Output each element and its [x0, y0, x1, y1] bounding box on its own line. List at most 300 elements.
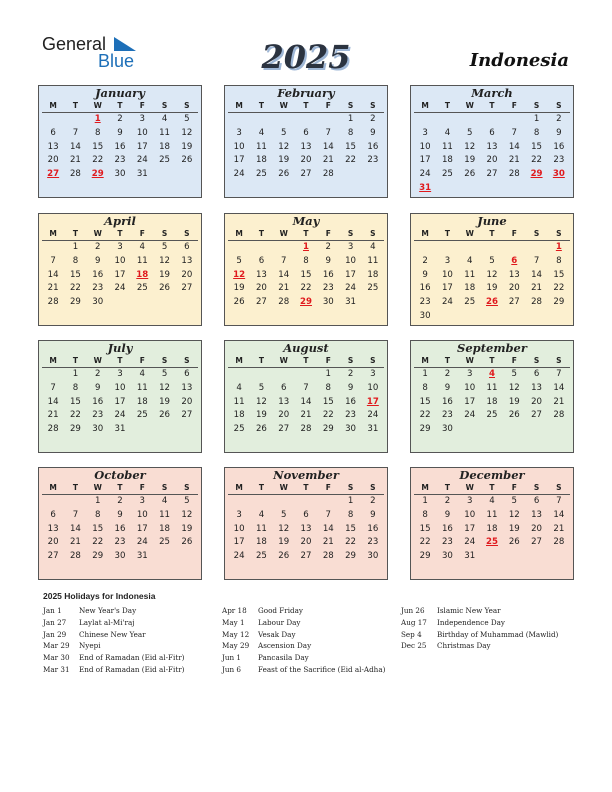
- empty-day-cell: [42, 113, 64, 127]
- day-cell: 7: [50, 255, 56, 266]
- day-cell: 19: [508, 396, 520, 407]
- empty-day-cell: [250, 241, 272, 255]
- day-cell: 1: [347, 114, 354, 124]
- weekday-header: T: [295, 355, 317, 368]
- day-cell: 20: [181, 269, 193, 280]
- day-cell: 15: [69, 269, 81, 280]
- day-cell: 14: [322, 523, 334, 534]
- holiday-entry: [222, 629, 385, 641]
- empty-day-cell: [273, 241, 295, 255]
- weekday-header: S: [176, 482, 198, 495]
- month-day-grid: [39, 228, 201, 310]
- empty-day-cell: [42, 368, 64, 382]
- weekday-header: S: [548, 482, 570, 495]
- day-cell: 10: [441, 269, 453, 280]
- holiday-column: [43, 605, 184, 676]
- day-cell: 9: [94, 255, 101, 266]
- day-cell: 25: [159, 155, 171, 166]
- day-cell: 18: [486, 396, 498, 407]
- day-cell: 4: [489, 496, 495, 506]
- holiday-name: New Year's Day: [79, 606, 137, 615]
- empty-day-cell: [503, 113, 525, 127]
- weekday-header: S: [525, 482, 547, 495]
- day-cell: 24: [367, 410, 379, 421]
- day-cell: 3: [444, 255, 451, 266]
- day-cell: 21: [553, 523, 565, 534]
- day-cell: 27: [47, 551, 59, 562]
- day-cell: 17: [114, 269, 126, 280]
- day-cell: 9: [347, 382, 354, 393]
- holiday-date: Mar 31: [43, 664, 70, 674]
- day-cell: 22: [92, 537, 104, 548]
- weekday-header: W: [273, 355, 295, 368]
- day-cell: 12: [278, 523, 290, 534]
- day-cell: 18: [159, 141, 171, 152]
- day-cell: 9: [117, 509, 123, 520]
- month-day-grid: [225, 100, 387, 182]
- empty-day-cell: [525, 241, 547, 255]
- day-cell: 25: [255, 169, 267, 180]
- holiday-entry: [401, 605, 558, 617]
- day-cell: 25: [255, 551, 267, 562]
- weekday-header: M: [42, 100, 64, 113]
- weekday-header: S: [339, 355, 361, 368]
- day-cell: 11: [486, 509, 498, 520]
- day-cell: 23: [441, 537, 453, 548]
- day-cell: 17: [233, 537, 245, 548]
- day-cell: 10: [233, 141, 245, 152]
- holiday-day-cell: 4: [489, 369, 495, 379]
- day-cell: 25: [233, 424, 245, 435]
- day-cell: 7: [50, 382, 56, 393]
- day-cell: 4: [161, 114, 168, 124]
- day-cell: 15: [419, 396, 431, 407]
- day-cell: 26: [278, 551, 290, 562]
- weekday-header: T: [64, 482, 86, 495]
- day-cell: 5: [161, 242, 168, 252]
- day-cell: 5: [280, 509, 287, 520]
- day-cell: 22: [345, 155, 357, 166]
- month-january: [38, 85, 202, 198]
- day-cell: 9: [325, 255, 332, 266]
- day-cell: 4: [236, 382, 242, 393]
- day-cell: 30: [92, 297, 104, 308]
- weekday-header: W: [273, 228, 295, 241]
- day-cell: 10: [419, 141, 431, 152]
- weekday-header: T: [481, 355, 503, 368]
- day-cell: 24: [345, 283, 357, 294]
- weekday-header: M: [42, 228, 64, 241]
- day-cell: 10: [136, 127, 148, 138]
- day-cell: 16: [92, 269, 104, 280]
- day-cell: 1: [347, 496, 354, 506]
- day-cell: 8: [422, 509, 428, 520]
- day-cell: 8: [325, 382, 332, 393]
- day-cell: 28: [553, 537, 565, 548]
- weekday-header: F: [131, 355, 153, 368]
- day-cell: 6: [50, 509, 56, 520]
- day-cell: 27: [531, 537, 543, 548]
- day-cell: 19: [233, 283, 245, 294]
- day-cell: 26: [159, 283, 171, 294]
- weekday-header: T: [481, 100, 503, 113]
- day-cell: 18: [367, 269, 379, 280]
- weekday-header: T: [295, 228, 317, 241]
- day-cell: 13: [255, 269, 267, 280]
- holiday-name: Islamic New Year: [437, 606, 501, 615]
- day-cell: 13: [300, 141, 312, 152]
- day-cell: 26: [278, 169, 290, 180]
- day-cell: 17: [419, 155, 431, 166]
- day-cell: 23: [367, 537, 379, 548]
- day-cell: 26: [255, 424, 267, 435]
- day-cell: 27: [531, 410, 543, 421]
- holiday-day-cell: 29: [530, 169, 543, 180]
- day-cell: 14: [508, 141, 520, 152]
- day-cell: 1: [422, 496, 428, 506]
- day-cell: 14: [531, 269, 543, 280]
- empty-day-cell: [273, 368, 295, 382]
- day-cell: 30: [114, 551, 126, 562]
- day-cell: 8: [94, 127, 101, 138]
- month-day-grid: [411, 482, 573, 564]
- month-may: [224, 213, 388, 326]
- day-cell: 25: [136, 410, 148, 421]
- empty-day-cell: [503, 241, 525, 255]
- day-cell: 13: [531, 382, 543, 393]
- day-cell: 2: [94, 242, 101, 252]
- day-cell: 9: [94, 382, 101, 393]
- weekday-header: W: [459, 355, 481, 368]
- day-cell: 27: [300, 169, 312, 180]
- day-cell: 27: [255, 297, 267, 308]
- day-cell: 21: [531, 283, 543, 294]
- day-cell: 24: [419, 169, 431, 180]
- day-cell: 15: [531, 141, 543, 152]
- day-cell: 15: [345, 523, 357, 534]
- day-cell: 13: [300, 523, 312, 534]
- weekday-header: S: [525, 100, 547, 113]
- day-cell: 25: [367, 283, 379, 294]
- day-cell: 8: [72, 255, 79, 266]
- month-april: [38, 213, 202, 326]
- day-cell: 7: [72, 509, 79, 520]
- day-cell: 24: [233, 169, 245, 180]
- holiday-name: Labour Day: [258, 617, 301, 627]
- day-cell: 2: [94, 369, 101, 379]
- day-cell: 6: [489, 127, 495, 138]
- day-cell: 29: [419, 551, 431, 562]
- holiday-name: Birthday of Muhammad (Mawlid): [437, 629, 559, 639]
- holiday-day-cell: 29: [91, 169, 104, 180]
- empty-day-cell: [228, 368, 250, 382]
- month-name: February: [277, 86, 335, 100]
- day-cell: 14: [47, 396, 59, 407]
- day-cell: 19: [278, 537, 290, 548]
- day-cell: 19: [181, 523, 193, 534]
- day-cell: 26: [508, 410, 520, 421]
- holiday-entry: [222, 617, 385, 629]
- weekday-header: T: [109, 228, 131, 241]
- day-cell: 29: [553, 297, 565, 308]
- day-cell: 30: [345, 424, 357, 435]
- day-cell: 16: [114, 141, 126, 152]
- day-cell: 30: [367, 551, 379, 562]
- day-cell: 3: [370, 369, 376, 379]
- empty-day-cell: [481, 113, 503, 127]
- weekday-header: M: [42, 355, 64, 368]
- day-cell: 16: [367, 141, 379, 152]
- day-cell: 28: [278, 297, 290, 308]
- month-day-grid: [39, 482, 201, 564]
- month-november: [224, 467, 388, 580]
- day-cell: 24: [441, 297, 453, 308]
- day-cell: 4: [444, 127, 451, 138]
- day-cell: 19: [486, 283, 498, 294]
- weekday-header: W: [459, 100, 481, 113]
- weekday-header: M: [228, 100, 250, 113]
- day-cell: 4: [258, 509, 265, 520]
- day-cell: 21: [47, 283, 59, 294]
- day-cell: 28: [69, 169, 81, 180]
- day-cell: 15: [69, 396, 81, 407]
- day-cell: 21: [69, 155, 81, 166]
- day-cell: 22: [322, 410, 334, 421]
- weekday-header: M: [228, 482, 250, 495]
- day-cell: 31: [464, 551, 476, 562]
- day-cell: 5: [236, 255, 242, 266]
- day-cell: 28: [553, 410, 565, 421]
- empty-day-cell: [414, 241, 436, 255]
- holiday-date: Jan 27: [43, 617, 67, 627]
- weekday-header: T: [481, 482, 503, 495]
- day-cell: 22: [531, 155, 543, 166]
- day-cell: 24: [233, 551, 245, 562]
- day-cell: 9: [117, 127, 123, 138]
- weekday-header: T: [436, 482, 458, 495]
- day-cell: 16: [441, 396, 453, 407]
- weekday-header: F: [317, 228, 339, 241]
- day-cell: 25: [441, 169, 453, 180]
- day-cell: 7: [556, 369, 562, 379]
- weekday-header: W: [459, 482, 481, 495]
- empty-day-cell: [481, 241, 503, 255]
- empty-day-cell: [250, 113, 272, 127]
- day-cell: 3: [139, 496, 146, 506]
- holiday-date: Jun 6: [222, 664, 241, 674]
- month-september: [410, 340, 574, 453]
- day-cell: 30: [419, 310, 431, 321]
- holiday-day-cell: 31: [419, 182, 432, 193]
- day-cell: 31: [114, 424, 126, 435]
- day-cell: 5: [466, 127, 473, 138]
- holiday-entry: [43, 652, 184, 664]
- day-cell: 1: [422, 369, 428, 379]
- day-cell: 4: [466, 255, 473, 266]
- day-cell: 10: [136, 509, 148, 520]
- day-cell: 1: [533, 114, 540, 124]
- day-cell: 21: [69, 537, 81, 548]
- day-cell: 13: [181, 382, 193, 393]
- day-cell: 10: [345, 255, 357, 266]
- day-cell: 12: [255, 396, 267, 407]
- day-cell: 15: [92, 523, 104, 534]
- holiday-entry: [43, 664, 184, 676]
- day-cell: 22: [553, 283, 565, 294]
- day-cell: 21: [553, 396, 565, 407]
- day-cell: 11: [441, 141, 453, 152]
- day-cell: 26: [159, 410, 171, 421]
- day-cell: 13: [181, 255, 193, 266]
- day-cell: 28: [322, 169, 334, 180]
- day-cell: 19: [278, 155, 290, 166]
- day-cell: 5: [511, 496, 518, 506]
- day-cell: 25: [464, 297, 476, 308]
- holiday-date: Mar 30: [43, 653, 70, 663]
- day-cell: 22: [419, 410, 431, 421]
- day-cell: 21: [322, 155, 334, 166]
- day-cell: 6: [303, 509, 309, 520]
- day-cell: 20: [300, 537, 312, 548]
- day-cell: 14: [47, 269, 59, 280]
- day-cell: 12: [508, 509, 520, 520]
- day-cell: 13: [531, 509, 543, 520]
- empty-day-cell: [414, 113, 436, 127]
- holiday-date: Jan 1: [43, 606, 62, 615]
- month-day-grid: [411, 100, 573, 196]
- month-name: August: [283, 341, 329, 355]
- day-cell: 26: [464, 169, 476, 180]
- day-cell: 3: [466, 369, 473, 379]
- empty-day-cell: [228, 495, 250, 509]
- day-cell: 16: [419, 283, 431, 294]
- weekday-header: T: [109, 482, 131, 495]
- day-cell: 17: [464, 396, 476, 407]
- day-cell: 26: [233, 297, 245, 308]
- holiday-entry: [222, 640, 385, 652]
- holiday-day-cell: 29: [300, 297, 312, 308]
- day-cell: 30: [441, 551, 453, 562]
- day-cell: 19: [159, 396, 171, 407]
- day-cell: 13: [47, 523, 59, 534]
- day-cell: 28: [508, 169, 520, 180]
- weekday-header: F: [317, 355, 339, 368]
- day-cell: 24: [114, 410, 126, 421]
- day-cell: 9: [444, 382, 451, 393]
- holiday-name: Pancasila Day: [258, 653, 309, 663]
- weekday-header: T: [250, 482, 272, 495]
- holiday-name: Laylat al-Mi'raj: [79, 617, 135, 627]
- day-cell: 1: [72, 242, 79, 252]
- month-october: [38, 467, 202, 580]
- weekday-header: S: [525, 355, 547, 368]
- day-cell: 22: [69, 283, 81, 294]
- weekday-header: S: [153, 100, 175, 113]
- day-cell: 7: [303, 382, 309, 393]
- day-cell: 20: [255, 283, 267, 294]
- day-cell: 4: [139, 242, 146, 252]
- day-cell: 6: [533, 369, 540, 379]
- day-cell: 23: [322, 283, 334, 294]
- day-cell: 23: [92, 283, 104, 294]
- day-cell: 10: [114, 255, 126, 266]
- day-cell: 27: [300, 551, 312, 562]
- holiday-day-cell: 26: [486, 297, 498, 308]
- day-cell: 21: [300, 410, 312, 421]
- holiday-day-cell: 30: [552, 169, 565, 180]
- month-name: June: [477, 214, 507, 228]
- holiday-entry: [401, 629, 558, 641]
- day-cell: 29: [322, 424, 334, 435]
- weekday-header: T: [436, 100, 458, 113]
- empty-day-cell: [250, 368, 272, 382]
- weekday-header: M: [414, 355, 436, 368]
- empty-day-cell: [64, 495, 86, 509]
- day-cell: 11: [159, 509, 171, 520]
- day-cell: 3: [347, 242, 354, 252]
- weekday-header: S: [362, 228, 384, 241]
- day-cell: 12: [159, 255, 171, 266]
- weekday-header: T: [295, 482, 317, 495]
- day-cell: 10: [367, 382, 379, 393]
- weekday-header: W: [87, 355, 109, 368]
- weekday-header: F: [131, 482, 153, 495]
- month-day-grid: [411, 355, 573, 437]
- day-cell: 11: [159, 127, 171, 138]
- day-cell: 2: [422, 255, 428, 266]
- holiday-entry: [43, 640, 184, 652]
- day-cell: 2: [117, 496, 123, 506]
- day-cell: 3: [236, 509, 242, 520]
- holiday-date: Mar 29: [43, 641, 70, 651]
- month-name: November: [273, 468, 339, 482]
- day-cell: 7: [280, 255, 287, 266]
- empty-day-cell: [317, 113, 339, 127]
- day-cell: 27: [181, 410, 193, 421]
- day-cell: 5: [161, 369, 168, 379]
- weekday-header: S: [362, 100, 384, 113]
- day-cell: 25: [136, 283, 148, 294]
- weekday-header: M: [414, 100, 436, 113]
- day-cell: 11: [136, 255, 148, 266]
- day-cell: 6: [50, 127, 56, 138]
- holiday-name: End of Ramadan (Eid al-Fitr): [79, 653, 185, 663]
- month-day-grid: [411, 228, 573, 324]
- day-cell: 22: [92, 155, 104, 166]
- day-cell: 28: [322, 551, 334, 562]
- weekday-header: T: [250, 228, 272, 241]
- day-cell: 17: [233, 155, 245, 166]
- day-cell: 17: [345, 269, 357, 280]
- holiday-day-cell: 1: [555, 242, 562, 252]
- holiday-day-cell: 1: [94, 114, 101, 124]
- empty-day-cell: [273, 113, 295, 127]
- weekday-header: T: [481, 228, 503, 241]
- holiday-date: Sep 4: [401, 629, 422, 639]
- logo-general-text: General: [42, 34, 107, 54]
- day-cell: 29: [419, 424, 431, 435]
- weekday-header: S: [525, 228, 547, 241]
- holiday-entry: [222, 652, 385, 664]
- empty-day-cell: [228, 241, 250, 255]
- day-cell: 9: [370, 509, 376, 520]
- weekday-header: T: [109, 355, 131, 368]
- holiday-day-cell: 1: [303, 242, 309, 252]
- day-cell: 19: [159, 269, 171, 280]
- day-cell: 11: [255, 141, 267, 152]
- day-cell: 14: [69, 523, 81, 534]
- day-cell: 2: [444, 496, 451, 506]
